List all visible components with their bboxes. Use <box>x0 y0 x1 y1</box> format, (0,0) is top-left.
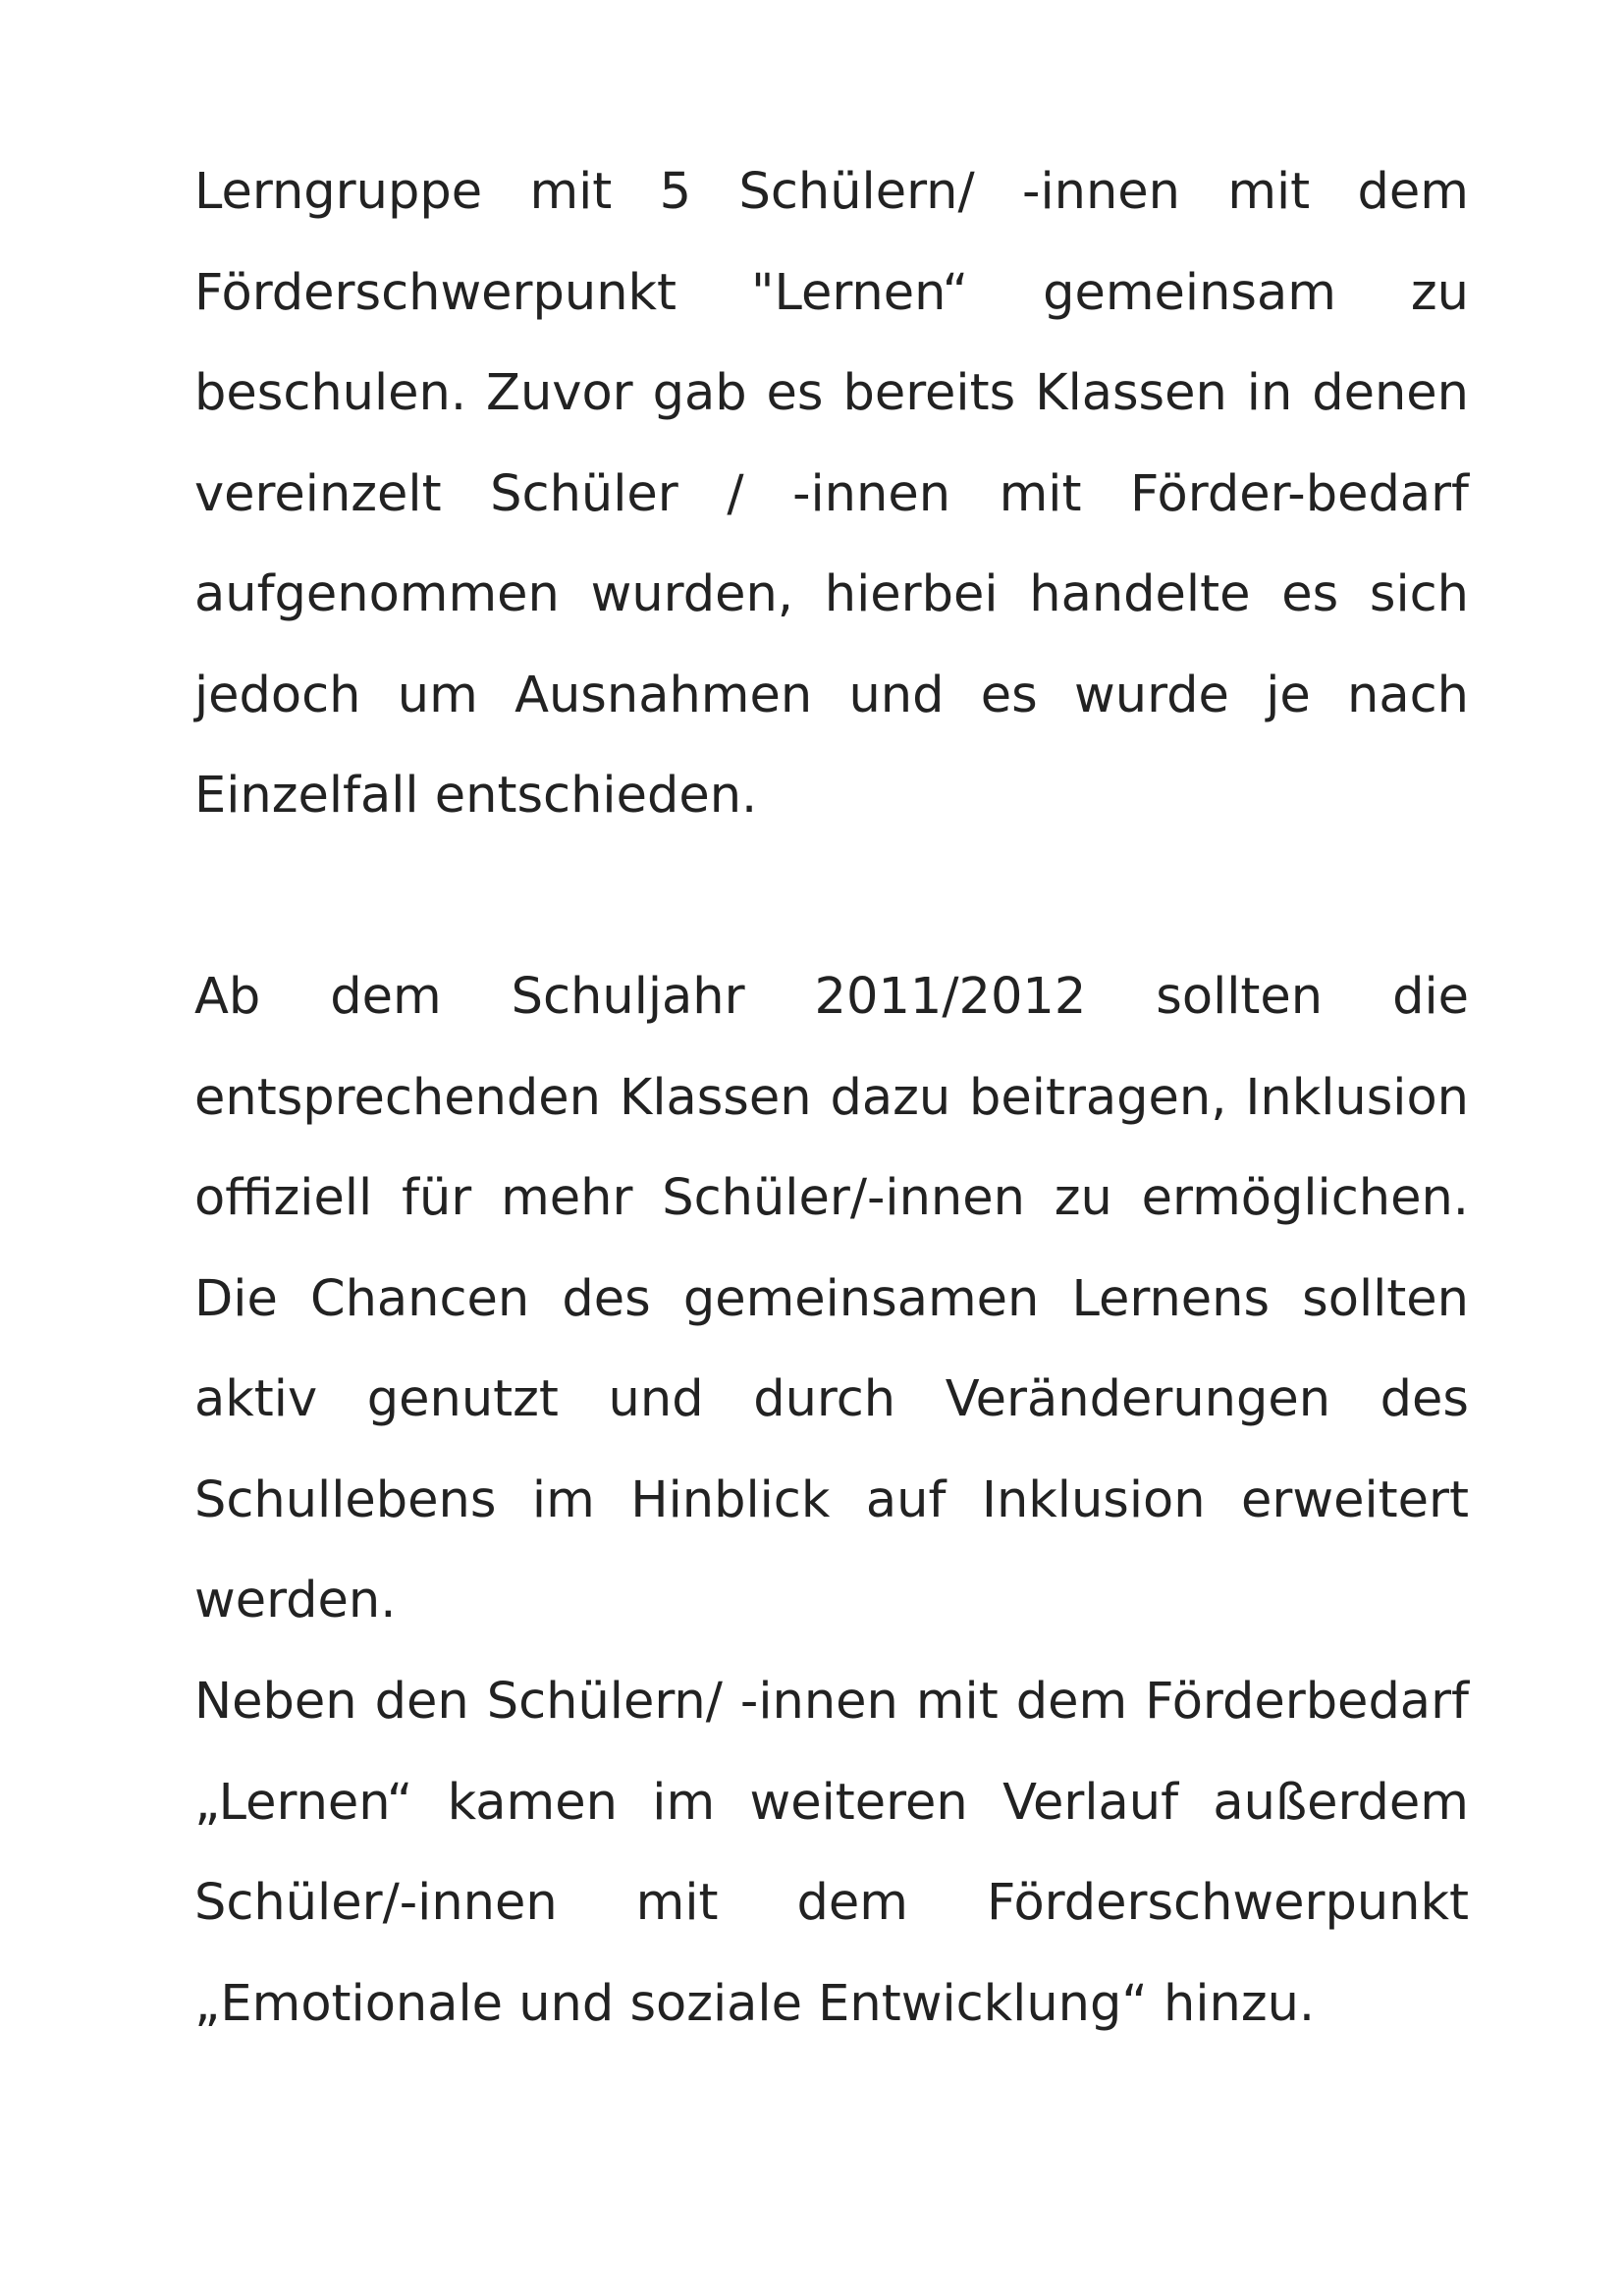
paragraph-lerngruppe: Lerngruppe mit 5 Schülern/ -innen mit dem Förderschwerpunkt "Lernen“ gemeinsam zu beschulen. Zuvor gab es bereits Klassen in denen vereinzelt Schüler / -innen mit Förder-bedarf aufgenommen wurden, hierbei handelte es sich jedoch um Ausnahmen und es wurde je nach Einzelfall entschieden. <box>194 163 1469 825</box>
paragraph-foerderbedarf: Neben den Schülern/ -innen mit dem Förderbedarf „Lernen“ kamen im weiteren Verlauf außerdem Schüler/-innen mit dem Förderschwerpunkt „Emotionale und soziale Entwicklung“ hinzu. <box>194 1673 1469 2033</box>
paragraph-schuljahr: Ab dem Schuljahr 2011/2012 sollten die entsprechenden Klassen dazu beitragen, Inklusion offiziell für mehr Schüler/-innen zu ermöglichen. Die Chancen des gemeinsamen Lernens sollten aktiv genutzt und durch Veränderungen des Schullebens im Hinblick auf Inklusion erweitert werden. <box>194 968 1469 1629</box>
